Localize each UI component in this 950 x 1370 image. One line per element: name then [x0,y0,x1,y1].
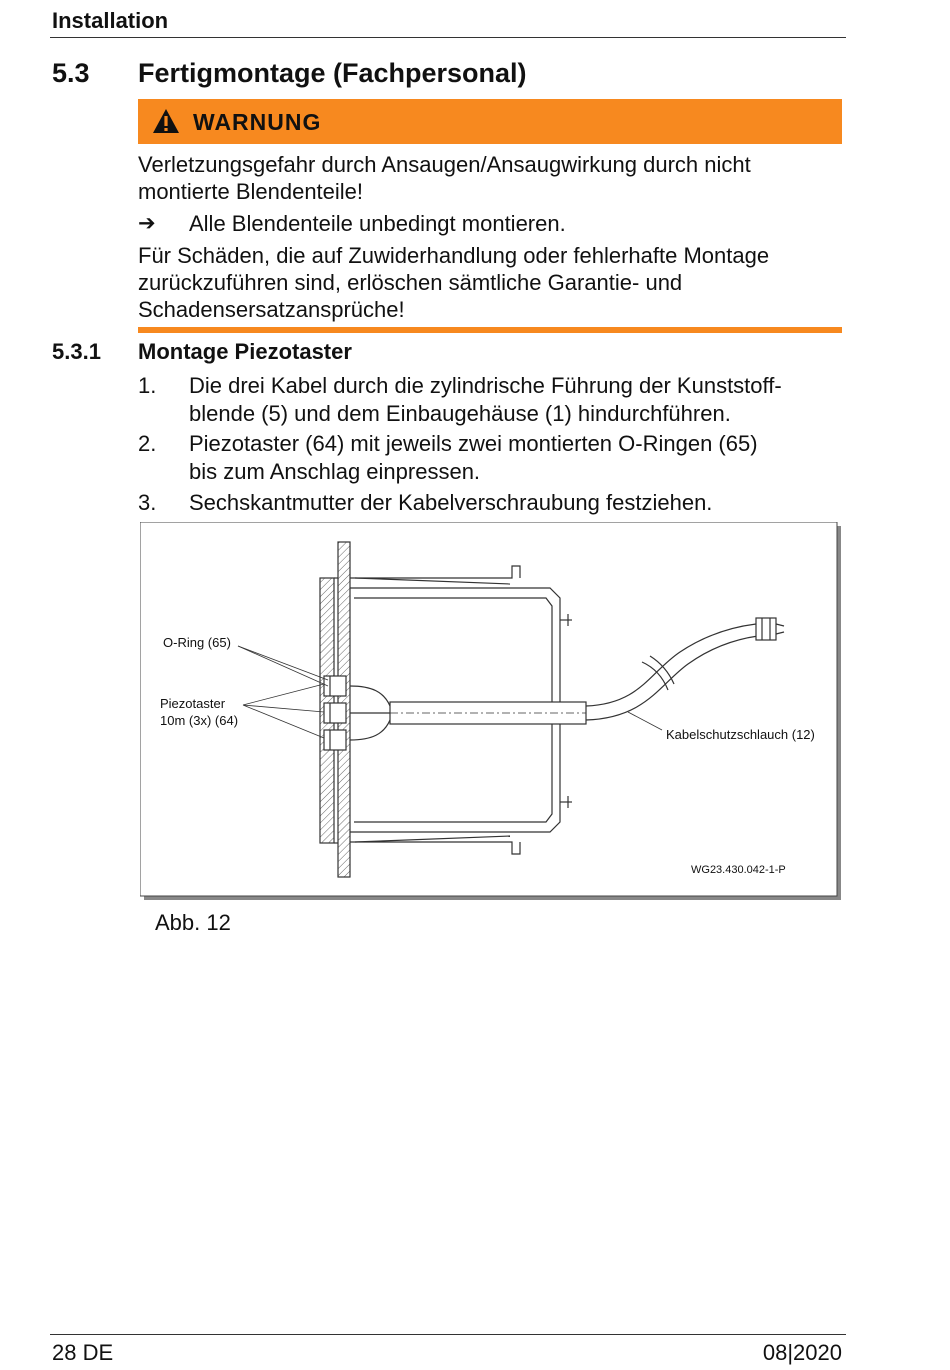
warning-text-line-1: Verletzungsgefahr durch Ansaugen/Ansaugwirkung durch nicht [138,152,751,177]
warning-banner [138,99,842,144]
section-number: 5.3 [52,58,90,88]
warning-triangle-icon [152,108,180,134]
step-line: Sechskantmutter der Kabelverschraubung festziehen. [189,490,713,515]
step-line: bis zum Anschlag einpressen. [189,459,481,484]
piezo-label-line-2: 10m (3x) (64) [160,713,239,728]
step-text [189,372,849,428]
warning-note-line-1: Für Schäden, die auf Zuwiderhandlung oder fehlerhafte Montage [138,243,770,268]
step-line: blende (5) und dem Einbaugehäuse (1) hindurchführen. [189,401,731,426]
subsection-title: Montage Piezotaster [138,339,352,364]
page-number: 28 DE [52,1340,114,1365]
subsection-number: 5.3.1 [52,339,101,364]
piezo-label-line-1: Piezotaster [160,696,226,711]
hose-label: Kabelschutzschlauch (12) [666,727,815,742]
warning-end-bar [138,327,842,333]
installation-figure [140,522,841,900]
step-number: 3. [138,490,157,515]
arrow-right-icon: ➔ [138,212,156,235]
section-title: Fertigmontage (Fachpersonal) [138,58,527,88]
footer-divider [50,1334,846,1335]
page-header-title: Installation [52,8,169,33]
warning-note-line-3: Schadensersatzansprüche! [138,297,405,322]
step-number: 1. [138,373,157,398]
warning-label: WARNUNG [193,109,322,135]
oring-label: O-Ring (65) [163,635,231,650]
step-line: Piezotaster (64) mit jeweils zwei montierten O-Ringen (65) [189,431,758,456]
drawing-id: WG23.430.042-1-P [691,864,786,876]
warning-text-line-2: montierte Blendenteile! [138,179,364,204]
step-number: 2. [138,431,157,456]
step-text [189,430,849,486]
warning-action: Alle Blendenteile unbedingt montieren. [189,211,566,236]
document-date: 08|2020 [762,1340,842,1365]
figure-caption: Abb. 12 [155,910,231,935]
warning-note-line-2: zurückzuführen sind, erlöschen sämtliche Garantie- und [138,270,683,295]
step-line: Die drei Kabel durch die zylindrische Führung der Kunststoff- [189,373,782,398]
step-text [189,489,849,517]
header-divider [50,37,846,38]
